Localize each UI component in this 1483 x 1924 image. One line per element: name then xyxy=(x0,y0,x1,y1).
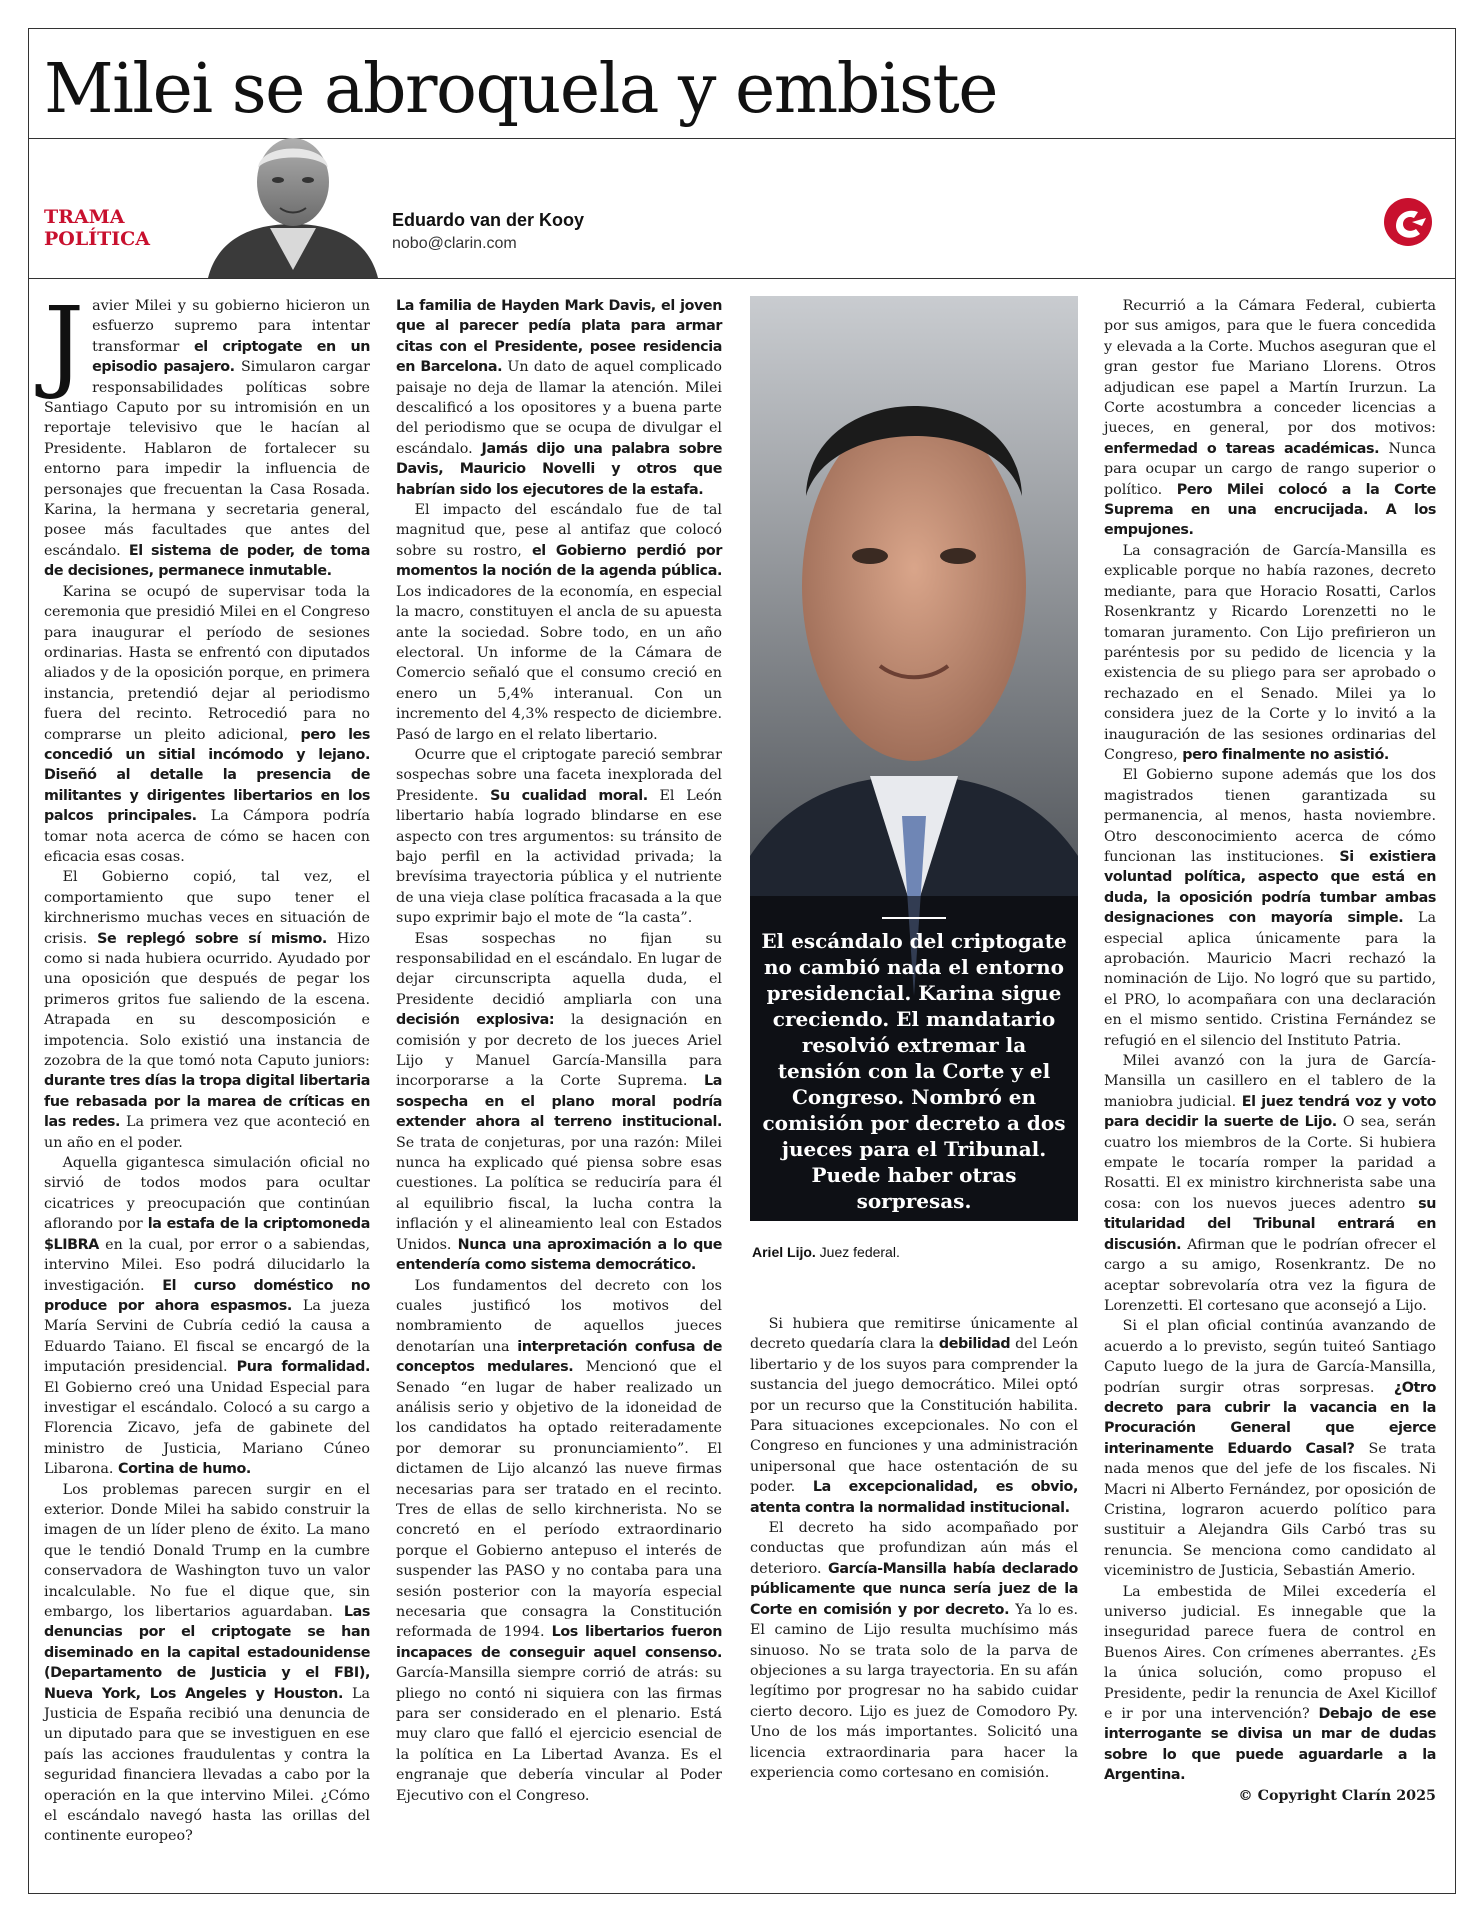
paragraph: Aquella gigantesca simulación oficial no sirvió de todos modos para ocultar cicatrices y preocupación que continúan aflorando por la estafa de la criptomoneda $LIBRA en la cual, por error o a sabiendas, intervino Milei. Eso podrá dilucidarlo la investigación. El curso doméstico no produce por ahora espasmos. La jueza María Servini de Cubría cedió la causa a Eduardo Taiano. El fiscal se encargó de la imputación presidencial. Pura formalidad. El Gobierno creó una Unidad Especial para investigar el escándalo. Colocó a su cargo a Florencia Zicavo, jefa de gabinete del ministro de Justicia, Mariano Cúneo Libarona. Cortina de humo. xyxy=(44,1155,371,1478)
paragraph: Si el plan oficial continúa avanzando de acuerdo a lo previsto, según tuiteó Santiago Caputo luego de la jura de García-Mansilla, podrían surgir otras sorpresas. ¿Otro decreto para cubrir la vacancia en la Procuración General que ejerce interinamente Eduardo Casal? Se trata nada menos que del jefe de los fiscales. Ni Macri ni Alberto Fernández, por oposición de Cristina, lograron acuerdo político para sustituir a Alejandra Gils Carbó tras su renuncia. Se menciona como candidato al viceministro de Justicia, Sebastián Amerio. xyxy=(1104,1318,1436,1580)
section-kicker xyxy=(44,206,150,250)
paragraph: Si hubiera que remitirse únicamente al decreto quedaría clara la debilidad del León libertario y de los suyos para comprender la sustancia del juego democrático. Milei optó por un recurso que la Constitución habilita. Para situaciones excepcionales. No con el Congreso en funciones y una administración unipersonal que hace ostentación de su poder. La excepcionalidad, es obvio, atenta contra la normalidad institucional. xyxy=(750,1316,1079,1516)
clarin-logo-icon xyxy=(1382,196,1434,248)
paragraph: La consagración de García-Mansilla es explicable porque no había razones, decreto mediante, para que Horacio Rosatti, Carlos Rosenkrantz y Ricardo Lorenzetti no le tomaran juramento. Con Lijo prefirieron un paréntesis por su pedido de licencia y la existencia de su pliego para ser aprobado o rechazado en el Senado. Milei ya lo considera juez de la Corte y lo invitó a la inauguración de las sesiones ordinarias del Congreso, pero finalmente no asistió. xyxy=(1104,542,1436,763)
paragraph: La familia de Hayden Mark Davis, el joven que al parecer pedía plata para armar citas con el Presidente, posee residencia en Barcelona. Un dato de aquel complicado paisaje no deja de llamar la atención. Milei descalificó a los opositores y a buena parte del periodismo que se ocupa de divulgar el escándalo. Jamás dijo una palabra sobre Davis, Mauricio Novelli y otros que habrían sido los ejecutores de la estafa. xyxy=(396,298,723,498)
section-kicker-line1: TRAMA xyxy=(44,206,125,228)
paragraph: El Gobierno copió, tal vez, el comportamiento que supo tener el kirchnerismo muchas veces en situación de crisis. Se replegó sobre sí mismo. Hizo como si nada hubiera ocurrido. Ayudado por una oposición que después de pegar los primeros gritos fue saliendo de la escena. Atrapada en su descomposición e impotencia. Solo existió una instancia de zozobra de la que tomó nota Caputo juniors: durante tres días la tropa digital libertaria fue rebasada por la marea de críticas en las redes. La primera vez que aconteció en un año en el poder. xyxy=(44,869,370,1151)
dropcap: J xyxy=(44,285,85,402)
article-column-1 xyxy=(44,285,371,1847)
paragraph: El decreto ha sido acompañado por conductas que profundizan aún más el deterioro. García-Mansilla había declarado públicamente que nunca sería juez de la Corte en comisión y por decreto. Ya lo es. El camino de Lijo resulta muchísimo más sinuoso. No se trata solo de la parva de objeciones a su larga trayectoria. En su afán legítimo por progresar no ha sabido cuidar cierto decoro. Lijo es juez de Comodoro Py. Uno de los más importantes. Solicitó una licencia extraordinaria para hacer la experiencia como cortesano en comisión. xyxy=(750,1520,1079,1781)
author-name: Eduardo van der Kooy xyxy=(392,210,585,230)
headline: Milei se abroquela y embiste xyxy=(44,50,997,129)
caption-text: Juez federal. xyxy=(815,1244,900,1260)
article-column-4 xyxy=(1104,296,1436,1806)
author-email[interactable]: nobo@clarin.com xyxy=(392,235,517,252)
article-column-3 xyxy=(750,1314,1078,1783)
caption-name: Ariel Lijo. xyxy=(752,1244,816,1260)
paragraph: Javier Milei y su gobierno hicieron un esfuerzo supremo para intentar transformar el criptogate en un episodio pasajero. Simularon cargar responsabilidades políticas sobre Santiago Caputo por su intromisión en un reportaje televisivo que le hacían al Presidente. Hablaron de fortalecer su entorno para impedir la influencia de personajes que frecuentan la Casa Rosada. Karina, la hermana y secretaria general, posee más facultades que antes del escándalo. El sistema de poder, de toma de decisiones, permanece inmutable. xyxy=(44,285,371,580)
author-portrait xyxy=(198,120,388,278)
byline xyxy=(392,210,584,253)
pull-quote: El escándalo del criptogate no cambió nada el entorno presidencial. Karina sigue creciendo. El mandatario resolvió extremar la tensión con la Corte y el Congreso. Nombró en comisión por decreto a dos jueces para el Tribunal. Puede haber otras sorpresas. xyxy=(761,929,1067,1213)
paragraph: Los fundamentos del decreto con los cuales justificó los motivos del nombramiento de aquellos jueces denotarían una interpretación confusa de conceptos medulares. Mencionó que el Senado “en lugar de haber realizado un análisis serio y objetivo de la idoneidad de los candidatos ha optado reiteradamente por demorar su pronunciamiento”. El dictamen de Lijo alcanzó las nueve firmas necesarias para ser tratado en el recinto. Tres de ellas de sello kirchnerista. No se concretó en el período extraordinario porque el Gobierno antepuso el interés de suspender las PASO y no contaba para una sesión posterior con la mayoría especial necesaria que consagra la Constitución reformada de 1994. Los libertarios fueron incapaces de conseguir aquel consenso. García-Mansilla siempre corrió de atrás: su pliego no contó ni siquiera con las firmas para ser considerado en el plenario. Está muy claro que falló el ejercicio esencial de la política en La Libertad Avanza. Es el engranaje que debería vincular al Poder Ejecutivo con el Congreso. xyxy=(396,1277,722,1804)
paragraph: Milei avanzó con la jura de García-Mansilla un casillero en el tablero de la maniobra judicial. El juez tendrá voz y voto para decidir la suerte de Lijo. O sea, serán cuatro los miembros de la Corte. Si hubiera empate le tocaría romper la paridad a Rosatti. El ex ministro kirchnerista sabe una cosa: con los nuevos jueces adentro su titularidad del Tribunal entrará en discusión. Afirman que le podrían ofrecer el cargo a su amigo, Rosenkrantz. De no aceptar sobrevolaría otra vez la figura de Lorenzetti. El cortesano que aconsejó a Lijo. xyxy=(1104,1053,1437,1314)
paragraph: El Gobierno supone además que los dos magistrados tienen garantizada su permanencia, al menos, hasta noviembre. Otro desconocimiento acerca de cómo funcionan las instituciones. Si existiera voluntad política, aspecto que está en duda, la oposición podría tumbar ambas designaciones con mayoría simple. La especial aplica únicamente para la aprobación. Mauricio Macri rechazó la nominación de Lijo. No logró que su partido, el PRO, lo acompañara con una declaración en el mismo sentido. Cristina Fernández se refugió en el silencio del Instituto Patria. xyxy=(1104,767,1437,1049)
paragraph: Esas sospechas no fijan su responsabilidad en el escándalo. En lugar de dejar circunscripta aquella duda, el Presidente decidió ampliarla con una decisión explosiva: la designación en comisión y por decreto de los jueces Ariel Lijo y Manuel García-Mansilla para incorporarse a la Corte Suprema. La sospecha en el plano moral podría extender ahora al terreno institucional. Se trata de conjeturas, por una razón: Milei nunca ha explicado qué piensa sobre esas cuestiones. La política se reduciría para él al equilibrio fiscal, la lucha contra la inflación y el alineamiento leal con Estados Unidos. Nunca una aproximación a lo que entendería como sistema democrático. xyxy=(396,930,723,1274)
paragraph: La embestida de Milei excedería el universo judicial. Es innegable que la inseguridad parece fuera de control en Buenos Aires. Con crímenes aberrantes. ¿Es la única solución, como propuso el Presidente, pedir la renuncia de Axel Kicillof e ir por una intervención? Debajo de ese interrogante se divisa un mar de dudas sobre lo que puede aguardarle a la Argentina. xyxy=(1104,1583,1436,1784)
article-column-2 xyxy=(396,296,722,1806)
section-kicker-line2: POLÍTICA xyxy=(44,228,150,250)
paragraph: Recurrió a la Cámara Federal, cubierta por sus amigos, para que le fuera concedida y elevada a la Corte. Muchos aseguran que el gran gestor fue Mariano Llorens. Otros adjudican ese papel a Martín Irurzun. La Corte acostumbra a conceder licencias a jueces, en general, por dos motivos: enfermedad o tareas académicas. Nunca para ocupar un cargo de rango superior o político. Pero Milei colocó a la Corte Suprema en una encrucijada. A los empujones. xyxy=(1104,298,1436,539)
copyright: © Copyright Clarín 2025 xyxy=(1238,1787,1436,1804)
photo-caption xyxy=(752,1244,900,1260)
quote-divider xyxy=(882,917,946,919)
paragraph: Ocurre que el criptogate pareció sembrar sospechas sobre una faceta inexplorada del Presidente. Su cualidad moral. El León libertario había logrado blindarse en ese aspecto con tres argumentos: su tránsito de bajo perfil en la actividad privada; la brevísima trayectoria pública y el nutriente de una vieja clase política fracasada a la que supo exprimir bajo el mote de “la casta”. xyxy=(396,746,722,927)
paragraph: Los problemas parecen surgir en el exterior. Donde Milei ha sabido construir la imagen de un líder pleno de éxito. La mano que le tendió Donald Trump en la cumbre conservadora de Washington tuvo un valor incalculable. No fue el dique que, sin embargo, los libertarios aguardaban. Las denuncias por el criptogate se han diseminado en la capital estadounidense (Departamento de Justicia y el FBI), Nueva York, Los Angeles y Houston. La Justicia de España recibió una denuncia de un diputado para que se investiguen en ese país las acciones fraudulentas y contra la seguridad financiera llevadas a cabo por la operación en la que intervino Milei. ¿Cómo el escándalo navegó hasta las orillas del continente europeo? xyxy=(44,1481,370,1845)
paragraph: El impacto del escándalo fue de tal magnitud que, pese al antifaz que colocó sobre su rostro, el Gobierno perdió por momentos la noción de la agenda pública. Los indicadores de la economía, en especial la macro, constituyen el ancla de su apuesta ante la sociedad. Sobre todo, en un año electoral. Un informe de la Cámara de Comercio señaló que el consumo creció en enero un 5,4% interanual. Con un incremento del 4,3% respecto de diciembre. Pasó de largo en el relato libertario. xyxy=(396,502,722,743)
paragraph: Karina se ocupó de supervisar toda la ceremonia que presidió Milei en el Congreso para inaugurar el período de sesiones ordinarias. Hasta se enfrentó con diputados aliados y de la oposición porque, en primera instancia, pretendió dejar al periodismo fuera del recinto. Retrocedió para no comprarse un pleito adicional, pero les concedió un sitial incómodo y lejano. Diseñó al detalle la presencia de militantes y dirigentes libertarios en los palcos principales. La Cámpora podría tomar nota acerca de cómo se hacen con eficacia esas cosas. xyxy=(44,583,370,865)
byline-rule xyxy=(28,278,1456,279)
